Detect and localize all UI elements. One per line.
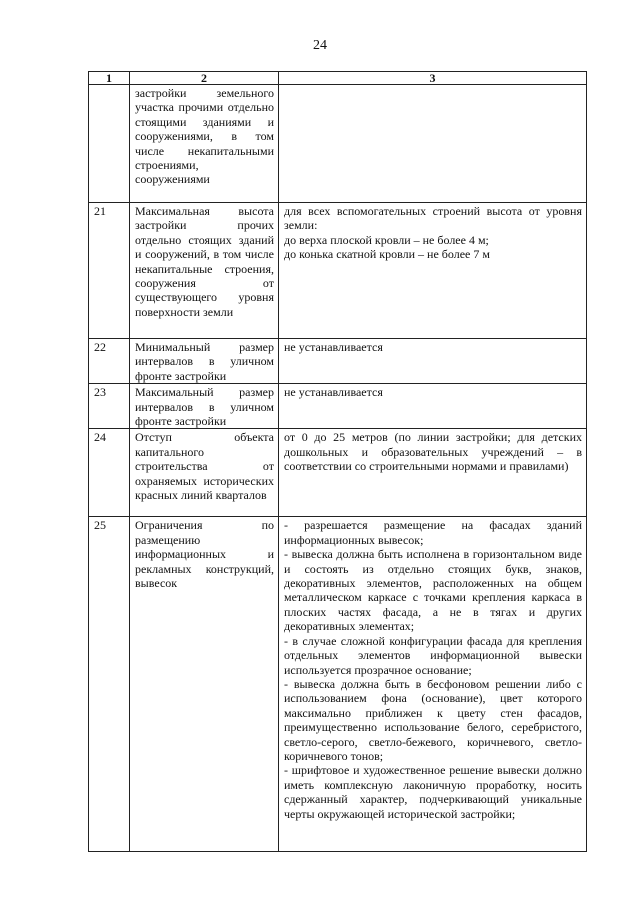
- row-number: 23: [89, 384, 130, 429]
- requirements-table: [88, 71, 587, 852]
- parameter-name: застройки земельного участка прочими отдельно стоящими зданиями и сооружениями, в том числе некапитальными строениями, сооружениями: [130, 85, 279, 203]
- value-line: до верха плоской кровли – не более 4 м;: [284, 232, 489, 247]
- parameter-name: Ограничения по размещению информационных и рекламных конструкций, вывесок: [130, 517, 279, 852]
- table-row: [89, 203, 587, 339]
- value-line: - разрешается размещение на фасадах зданий информационных вывесок;: [284, 518, 582, 547]
- parameter-value: [279, 339, 587, 384]
- table-row: [89, 429, 587, 517]
- value-line: - в случае сложной конфигурации фасада для крепления отдельных элементов информационной вывески используется прозрачное основание;: [284, 633, 582, 677]
- page-number: 24: [313, 38, 327, 53]
- table-row: [89, 517, 587, 852]
- row-number: 22: [89, 339, 130, 384]
- value-line: - вывеска должна быть исполнена в горизонтальном виде и состоять из отдельно стоящих букв, знаков, декоративных элементов, расположенных на общем металлическом каркасе с точками крепления каркаса в плоских частях фасада, а не в тягах и других декоративных элементах;: [284, 547, 582, 634]
- header-col-2: 2: [130, 72, 279, 85]
- parameter-value: [279, 85, 587, 203]
- table-header-row: [89, 72, 587, 85]
- parameter-value: [279, 517, 587, 852]
- header-col-1: 1: [89, 72, 130, 85]
- value-line: от 0 до 25 метров (по линии застройки; для детских дошкольных и образовательных учреждений – в соответствии со строительными нормами и правилами): [284, 430, 582, 474]
- parameter-name: Максимальный размер интервалов в уличном фронте застройки: [130, 384, 279, 429]
- table-row: [89, 384, 587, 429]
- parameter-name: Минимальный размер интервалов в уличном фронте застройки: [130, 339, 279, 384]
- value-line: до конька скатной кровли – не более 7 м: [284, 247, 490, 262]
- parameter-value: [279, 429, 587, 517]
- table-row: [89, 339, 587, 384]
- table-row: [89, 85, 587, 203]
- value-line: - шрифтовое и художественное решение вывески должно иметь комплексную лаконичную проработку, носить сдержанный характер, подчеркивающий уникальные черты окружающей исторической застройки;: [284, 763, 582, 821]
- parameter-name: Отступ объекта капитального строительства от охраняемых исторических красных линий кварталов: [130, 429, 279, 517]
- value-line: не устанавливается: [284, 385, 383, 400]
- value-line: для всех вспомогательных строений высота от уровня земли:: [284, 204, 582, 233]
- row-number: 24: [89, 429, 130, 517]
- parameter-name: Максимальная высота застройки прочих отдельно стоящих зданий и сооружений, в том числе некапитальные строения, сооружения от существующего уровня поверхности земли: [130, 203, 279, 339]
- row-number: 21: [89, 203, 130, 339]
- parameter-value: [279, 384, 587, 429]
- parameter-value: [279, 203, 587, 339]
- row-number: 25: [89, 517, 130, 852]
- value-line: не устанавливается: [284, 340, 383, 354]
- header-col-3: 3: [279, 72, 587, 85]
- row-number: [89, 85, 130, 203]
- value-line: - вывеска должна быть в бесфоновом решении либо с использованием фона (основание), цвет которого максимально приближен к цвету стен фасадов, преимущественно использование белого, серебристого, светло-серого, светло-бежевого, коричневого, светло-коричневого тонов;: [284, 676, 582, 763]
